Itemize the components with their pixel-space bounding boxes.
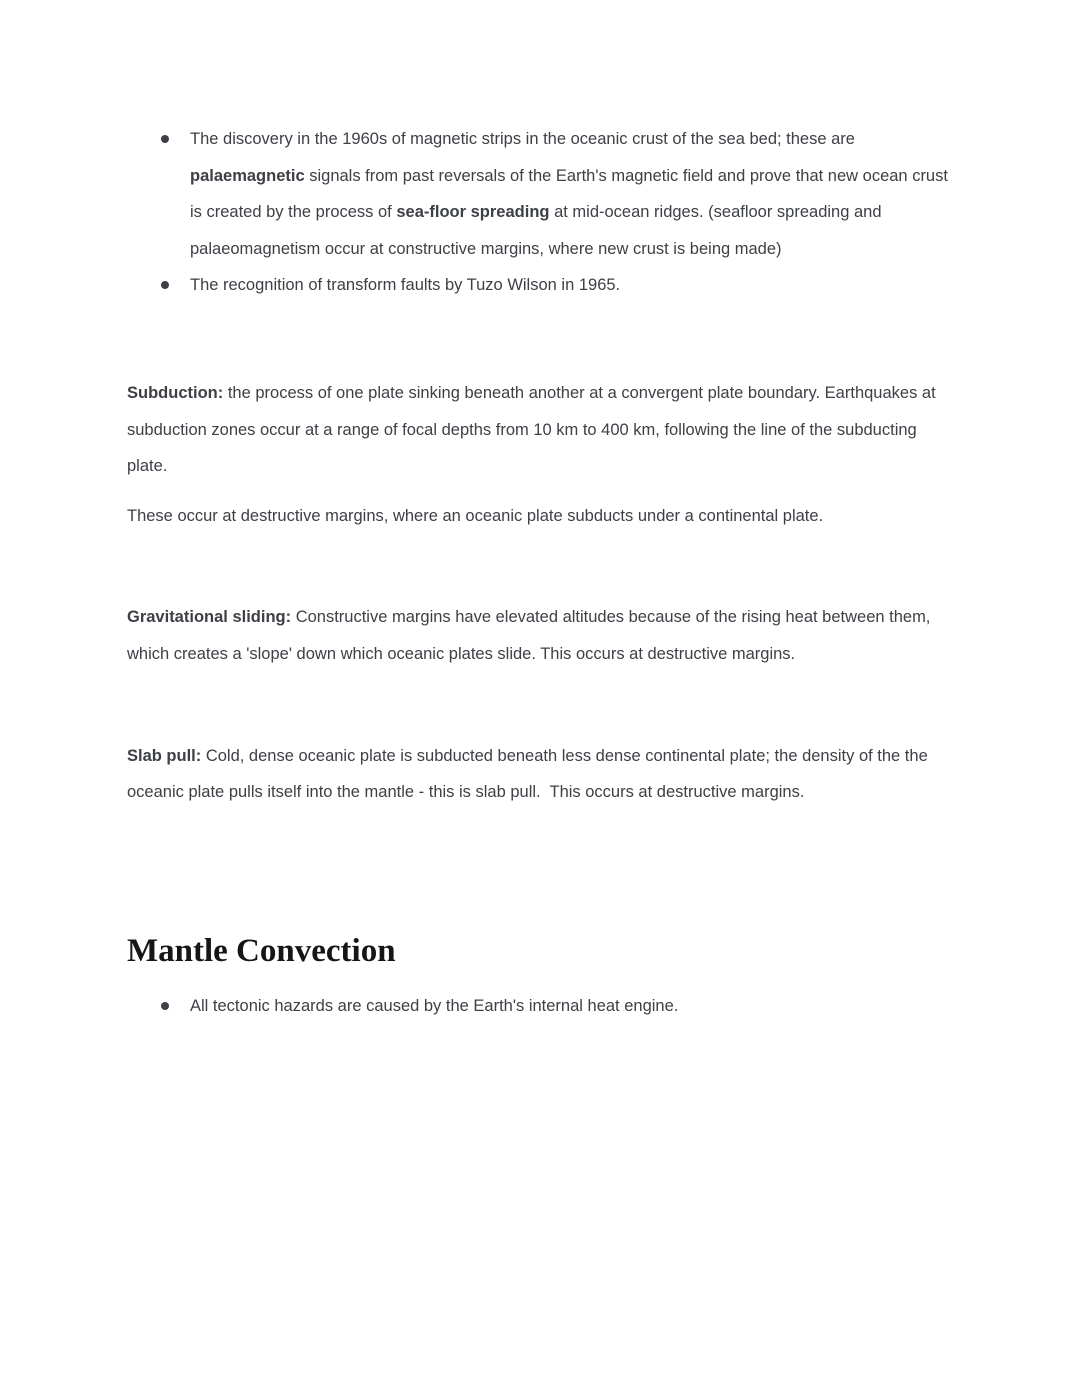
bullet-icon xyxy=(127,121,190,143)
text-run: Constructive margins have elevated altitudes because of the rising heat between them, which creates a 'slope' down which oceanic plates slide. This occurs at destructive margins. xyxy=(127,608,935,663)
mantle-bullet-list xyxy=(127,988,958,1025)
bullet-text-transform-faults xyxy=(190,267,958,304)
text-run: All tectonic hazards are caused by the Earth's internal heat engine. xyxy=(190,996,679,1015)
list-item xyxy=(127,121,958,267)
text-run-bold: sea-floor spreading xyxy=(396,203,550,222)
text-run: signals from past reversals of the Earth's magnetic field and prove that new ocean crust is created by the process of xyxy=(190,166,953,222)
text-run: These occur at destructive margins, where an oceanic plate subducts under a continental plate. xyxy=(127,506,824,525)
bullet-dot-icon xyxy=(161,281,169,289)
paragraph-destructive-note xyxy=(127,498,958,535)
bullet-icon xyxy=(127,267,190,289)
term-subduction: Subduction: xyxy=(127,383,224,402)
text-run: The discovery in the 1960s of magnetic strips in the oceanic crust of the sea bed; these are xyxy=(190,130,860,148)
bullet-text-heat-engine xyxy=(190,988,958,1025)
bullet-dot-icon xyxy=(161,1002,169,1010)
list-item xyxy=(127,267,958,304)
term-gravitational-sliding: Gravitational sliding: xyxy=(127,608,292,627)
text-run: at mid-ocean ridges. (seafloor spreading and palaeomagnetism occur at constructive margins, where new crust is being made) xyxy=(190,203,887,258)
heading-mantle-convection: Mantle Convection xyxy=(127,932,396,969)
term-slab-pull: Slab pull: xyxy=(127,746,202,765)
paragraph-gravitational-sliding xyxy=(127,599,958,672)
text-run-bold: palaemagnetic xyxy=(190,166,305,185)
bullet-text-magnetic-strips xyxy=(190,121,958,267)
bullet-dot-icon xyxy=(161,135,169,143)
paragraph-slab-pull xyxy=(127,738,958,811)
bullet-icon xyxy=(127,988,190,1010)
text-run: the process of one plate sinking beneath another at a convergent plate boundary. Earthquakes at subduction zones occur at a range of focal depths from 10 km to 400 km, following the line of the subducting plate. xyxy=(127,383,941,476)
list-item xyxy=(127,988,958,1025)
paragraph-subduction xyxy=(127,375,958,485)
evidence-bullet-list xyxy=(127,121,958,304)
text-run: Cold, dense oceanic plate is subducted beneath less dense continental plate; the density of the the oceanic plate pulls itself into the mantle - this is slab pull. This occurs at destructive margins. xyxy=(127,746,933,802)
text-run: The recognition of transform faults by Tuzo Wilson in 1965. xyxy=(190,276,621,295)
